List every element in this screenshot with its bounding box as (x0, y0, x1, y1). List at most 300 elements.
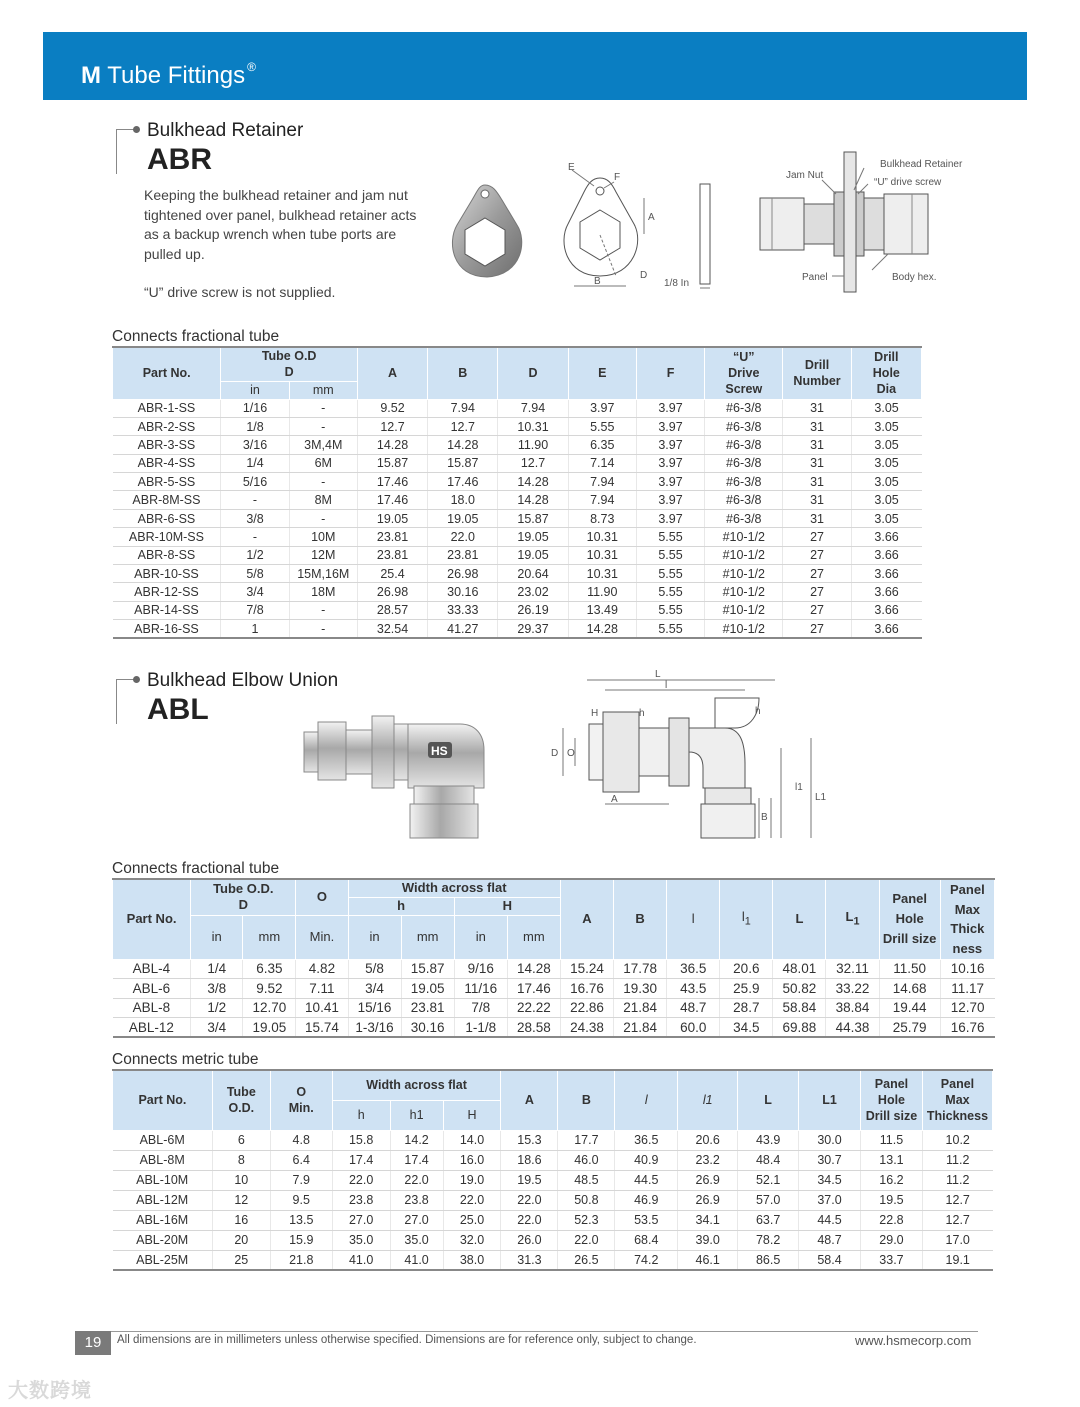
table-row (113, 1250, 993, 1270)
table-cell: 15.3 (501, 1130, 558, 1150)
table-cell: 22.0 (428, 528, 498, 546)
table-cell: 11/16 (454, 979, 507, 999)
table-cell: 10.2 (922, 1130, 992, 1150)
retainer-dimension-drawing (560, 158, 730, 293)
table-cell: 14.68 (879, 979, 940, 999)
table-cell: 22.8 (861, 1210, 923, 1230)
table-cell: 28.57 (357, 601, 427, 619)
table-cell: 9/16 (454, 959, 507, 979)
table-cell: 5.55 (636, 565, 704, 583)
abl-fractional-table (112, 878, 995, 1038)
part-number-cell: ABL-25M (113, 1250, 213, 1270)
table-cell: 22.0 (558, 1230, 615, 1250)
table-cell: 11.2 (922, 1150, 992, 1170)
table-cell: 5.55 (568, 417, 636, 435)
table-cell: 6.35 (243, 959, 296, 979)
table-cell: 5/8 (221, 565, 289, 583)
table-cell: 10.31 (568, 528, 636, 546)
table-cell: 23.8 (332, 1190, 390, 1210)
part-number-cell: ABR-8M-SS (113, 491, 221, 509)
col-panel-max-thickness: Panel Max Thick ness (940, 879, 994, 959)
table-row (113, 436, 922, 454)
table-cell: 7/8 (454, 998, 507, 1018)
table-cell: 25.0 (443, 1210, 501, 1230)
table-cell: 68.4 (615, 1230, 678, 1250)
label-body-hex: Body hex. (892, 272, 937, 283)
table-cell: 22.0 (443, 1190, 501, 1210)
col-panel-hole-drill-size: Panel Hole Drill size (861, 1070, 923, 1130)
table-cell: 31 (783, 436, 851, 454)
table-cell: 4.82 (296, 959, 348, 979)
table-cell: 7.14 (568, 454, 636, 472)
table-cell: 58.4 (799, 1250, 861, 1270)
col-L1: $L_1$ (826, 879, 879, 959)
table-cell: 19.05 (498, 528, 568, 546)
col-drill-hole-dia: Drill Hole Dia (851, 347, 921, 399)
table-cell: 31.3 (501, 1250, 558, 1270)
table-cell: 15.9 (270, 1230, 332, 1250)
assembly-drawing (752, 150, 977, 295)
table-row (113, 998, 995, 1018)
table-cell: 7/8 (221, 601, 289, 619)
table-cell: 23.81 (401, 998, 454, 1018)
part-number-cell: ABR-16-SS (113, 620, 221, 638)
table-cell: 12M (289, 546, 357, 564)
col-L: L (738, 1070, 799, 1130)
table-row (113, 1210, 993, 1230)
table-cell: 32.0 (443, 1230, 501, 1250)
part-number-cell: ABR-1-SS (113, 399, 221, 417)
table-row (113, 1150, 993, 1170)
table-row (113, 1130, 993, 1150)
section-bracket (116, 679, 134, 680)
table-cell: 14.28 (498, 473, 568, 491)
table-cell: 23.81 (428, 546, 498, 564)
table-cell: 39.0 (678, 1230, 738, 1250)
table-cell: 7.11 (296, 979, 348, 999)
table-cell: 6 (212, 1130, 270, 1150)
table-cell: 3.05 (851, 417, 921, 435)
table-cell: - (289, 473, 357, 491)
col-tube-od: Tube O.D D (221, 347, 358, 381)
table-cell: 52.1 (738, 1170, 799, 1190)
table-cell: 48.7 (799, 1230, 861, 1250)
table-cell: #10-1/2 (705, 565, 783, 583)
table-cell: 5.55 (636, 601, 704, 619)
title-text: Tube Fittings (107, 62, 246, 89)
table-cell: 27.0 (390, 1210, 443, 1230)
col-b: B (614, 879, 667, 959)
part-number-cell: ABL-10M (113, 1170, 213, 1190)
table-cell: 17.46 (507, 979, 560, 999)
col-in: in (221, 381, 289, 399)
col-b: B (558, 1070, 615, 1130)
table-cell: 26.9 (678, 1190, 738, 1210)
table-cell: #10-1/2 (705, 583, 783, 601)
col-h: h (348, 897, 454, 915)
table-cell: 17.78 (614, 959, 667, 979)
table-cell: 15/16 (348, 998, 401, 1018)
table-cell: 60.0 (667, 1018, 720, 1038)
table-cell: 9.52 (243, 979, 296, 999)
table-cell: - (221, 528, 289, 546)
table-cell: 22.0 (390, 1170, 443, 1190)
table-cell: 36.5 (667, 959, 720, 979)
label-d: D (640, 270, 648, 281)
table-cell: 22.86 (560, 998, 613, 1018)
brand-badge: HS (431, 744, 448, 758)
table-cell: 27 (783, 565, 851, 583)
table-cell: 50.82 (773, 979, 826, 999)
table-cell: 3.97 (568, 399, 636, 417)
table-cell: 34.1 (678, 1210, 738, 1230)
col-h1: h1 (390, 1100, 443, 1130)
col-panel-hole-drill-size: Panel Hole Drill size (879, 879, 940, 959)
col-drive-screw: “U” Drive Screw (705, 347, 783, 399)
table-cell: 63.7 (738, 1210, 799, 1230)
table-cell: 26.98 (357, 583, 427, 601)
abl-metric-caption: Connects metric tube (112, 1051, 259, 1068)
table-cell: 43.5 (667, 979, 720, 999)
table-cell: 6.4 (270, 1150, 332, 1170)
table-row (113, 454, 922, 472)
col-mm: mm (289, 381, 357, 399)
table-cell: #6-3/8 (705, 491, 783, 509)
part-number-cell: ABR-10M-SS (113, 528, 221, 546)
table-row (113, 959, 995, 979)
table-cell: 8 (212, 1150, 270, 1170)
part-number-cell: ABL-8M (113, 1150, 213, 1170)
table-cell: 27 (783, 546, 851, 564)
table-cell: 16.2 (861, 1170, 923, 1190)
elbow-union-dimension-drawing (545, 668, 835, 850)
table-cell: 31 (783, 417, 851, 435)
table-cell: 12 (212, 1190, 270, 1210)
part-number-cell: ABR-8-SS (113, 546, 221, 564)
table-cell: 22.22 (507, 998, 560, 1018)
table-cell: 8.73 (568, 509, 636, 527)
table-cell: 13.1 (861, 1150, 923, 1170)
label-jam-nut: Jam Nut (786, 170, 824, 181)
table-cell: 22.0 (332, 1170, 390, 1190)
table-cell: 14.2 (390, 1130, 443, 1150)
table-cell: 57.0 (738, 1190, 799, 1210)
footer-note: All dimensions are in millimeters unless otherwise specified. Dimensions are for reference only, subject to change. (117, 1334, 697, 1346)
col-e: E (568, 347, 636, 399)
table-cell: 3.97 (636, 473, 704, 491)
table-cell: 20.6 (720, 959, 773, 979)
label-L1: L1 (815, 792, 827, 803)
col-h-mm: mm (401, 915, 454, 959)
table-cell: 41.0 (332, 1250, 390, 1270)
label-bulkhead-retainer: Bulkhead Retainer (880, 159, 963, 170)
table-cell: 35.0 (390, 1230, 443, 1250)
col-l: l (615, 1070, 678, 1130)
table-cell: 31 (783, 491, 851, 509)
table-cell: #10-1/2 (705, 528, 783, 546)
table-cell: 26.0 (501, 1230, 558, 1250)
table-cell: 44.38 (826, 1018, 879, 1038)
table-cell: 10.31 (498, 417, 568, 435)
table-cell: 27 (783, 583, 851, 601)
label-H: H (591, 708, 599, 719)
footer-url[interactable]: www.hsmecorp.com (855, 1333, 972, 1348)
col-H: H (443, 1100, 501, 1130)
table-cell: 17.0 (922, 1230, 992, 1250)
table-cell: 36.5 (615, 1130, 678, 1150)
table-cell: 1-3/16 (348, 1018, 401, 1038)
abl-caption: Connects fractional tube (112, 860, 280, 877)
table-cell: 69.88 (773, 1018, 826, 1038)
table-row (113, 565, 922, 583)
table-cell: 19.5 (861, 1190, 923, 1210)
table-cell: 33.33 (428, 601, 498, 619)
brand-letter: M (81, 62, 101, 89)
table-cell: 19.05 (498, 546, 568, 564)
label-A: A (611, 794, 618, 805)
table-cell: 15.74 (296, 1018, 348, 1038)
part-number-cell: ABL-20M (113, 1230, 213, 1250)
label-h-elbow: h (755, 706, 761, 717)
table-cell: 7.94 (568, 473, 636, 491)
table-cell: 14.28 (568, 620, 636, 638)
table-cell: 19.44 (879, 998, 940, 1018)
table-cell: 23.02 (498, 583, 568, 601)
table-cell: 46.9 (615, 1190, 678, 1210)
table-cell: #10-1/2 (705, 546, 783, 564)
table-cell: 14.28 (357, 436, 427, 454)
table-cell: 11.90 (568, 583, 636, 601)
table-cell: 26.19 (498, 601, 568, 619)
label-drive-screw: “U” drive screw (874, 177, 942, 188)
table-cell: 3/4 (191, 1018, 243, 1038)
table-cell: #6-3/8 (705, 454, 783, 472)
col-width-across-flat: Width across flat (348, 879, 560, 897)
table-cell: 27 (783, 620, 851, 638)
label-h: h (639, 708, 645, 719)
col-tube-od: Tube O.D. D (191, 879, 296, 915)
table-cell: 1 (221, 620, 289, 638)
part-number-cell: ABL-6 (113, 979, 191, 999)
table-cell: 27 (783, 601, 851, 619)
table-cell: 3.66 (851, 601, 921, 619)
table-cell: 18M (289, 583, 357, 601)
page-title (81, 60, 256, 90)
table-cell: 3/16 (221, 436, 289, 454)
col-l: l (667, 879, 720, 959)
table-row (113, 620, 922, 638)
col-width-across-flat: Width across flat (332, 1070, 501, 1100)
label-D: D (551, 748, 559, 759)
table-cell: 3.05 (851, 473, 921, 491)
table-cell: 12.7 (498, 454, 568, 472)
col-o-min: Min. (296, 915, 348, 959)
table-cell: 3/8 (221, 509, 289, 527)
table-cell: - (289, 417, 357, 435)
table-cell: 34.5 (799, 1170, 861, 1190)
table-cell: 3M,4M (289, 436, 357, 454)
table-cell: - (221, 491, 289, 509)
table-cell: - (289, 509, 357, 527)
table-cell: 15.87 (428, 454, 498, 472)
table-cell: 27.0 (332, 1210, 390, 1230)
table-cell: 9.5 (270, 1190, 332, 1210)
part-number-cell: ABL-12 (113, 1018, 191, 1038)
table-cell: 31 (783, 473, 851, 491)
table-cell: 1-1/8 (454, 1018, 507, 1038)
table-cell: 40.9 (615, 1150, 678, 1170)
table-cell: 3.97 (636, 417, 704, 435)
table-row (113, 528, 922, 546)
table-cell: 4.8 (270, 1130, 332, 1150)
col-drill-number: Drill Number (783, 347, 851, 399)
table-cell: 44.5 (799, 1210, 861, 1230)
table-cell: 15.24 (560, 959, 613, 979)
section-bracket (116, 129, 134, 130)
table-cell: #10-1/2 (705, 601, 783, 619)
table-cell: 46.1 (678, 1250, 738, 1270)
label-B: B (761, 812, 768, 823)
table-cell: 12.70 (940, 998, 994, 1018)
table-cell: 6.35 (568, 436, 636, 454)
table-cell: 53.5 (615, 1210, 678, 1230)
watermark: 大数跨境 (8, 1380, 92, 1402)
table-cell: 18.6 (501, 1150, 558, 1170)
table-cell: 5.55 (636, 528, 704, 546)
table-cell: 1/16 (221, 399, 289, 417)
table-row (113, 417, 922, 435)
part-number-cell: ABR-12-SS (113, 583, 221, 601)
table-cell: 11.5 (861, 1130, 923, 1150)
table-cell: 28.7 (720, 998, 773, 1018)
table-row (113, 473, 922, 491)
table-cell: 3.97 (636, 399, 704, 417)
table-cell: 23.81 (357, 528, 427, 546)
table-row (113, 491, 922, 509)
table-cell: 17.7 (558, 1130, 615, 1150)
table-cell: 22.0 (501, 1190, 558, 1210)
table-cell: 6M (289, 454, 357, 472)
table-cell: 3.66 (851, 583, 921, 601)
table-cell: 48.4 (738, 1150, 799, 1170)
table-cell: 12.7 (428, 417, 498, 435)
table-cell: 5.55 (636, 546, 704, 564)
table-cell: #6-3/8 (705, 473, 783, 491)
table-cell: 27 (783, 528, 851, 546)
table-cell: 13.5 (270, 1210, 332, 1230)
table-cell: 41.27 (428, 620, 498, 638)
col-L1: L1 (799, 1070, 861, 1130)
col-tube-od: Tube O.D. (212, 1070, 270, 1130)
table-cell: 31 (783, 454, 851, 472)
col-part-no: Part No. (113, 879, 191, 959)
table-cell: 30.16 (401, 1018, 454, 1038)
col-l1: l1 (678, 1070, 738, 1130)
table-cell: 74.2 (615, 1250, 678, 1270)
table-cell: 8M (289, 491, 357, 509)
table-cell: 23.8 (390, 1190, 443, 1210)
col-b: B (428, 347, 498, 399)
table-cell: 10 (212, 1170, 270, 1190)
table-row (113, 601, 922, 619)
table-cell: 3.05 (851, 436, 921, 454)
col-H-in: in (454, 915, 507, 959)
table-row (113, 399, 922, 417)
label-L: L (655, 669, 661, 680)
abl-code: ABL (147, 693, 209, 726)
table-cell: 13.49 (568, 601, 636, 619)
col-h: h (332, 1100, 390, 1130)
abl-metric-table (112, 1069, 993, 1271)
col-o: O (296, 879, 348, 915)
table-cell: 17.4 (332, 1150, 390, 1170)
table-row (113, 1230, 993, 1250)
table-cell: 7.94 (568, 491, 636, 509)
table-cell: - (289, 620, 357, 638)
table-cell: 41.0 (390, 1250, 443, 1270)
table-cell: 3.97 (636, 454, 704, 472)
table-cell: 23.2 (678, 1150, 738, 1170)
table-row (113, 509, 922, 527)
table-cell: - (289, 399, 357, 417)
table-cell: 1/8 (221, 417, 289, 435)
table-cell: 3.05 (851, 491, 921, 509)
table-cell: 22.0 (501, 1210, 558, 1230)
table-cell: 14.0 (443, 1130, 501, 1150)
table-cell: 17.46 (357, 491, 427, 509)
table-cell: 10.41 (296, 998, 348, 1018)
table-cell: 18.0 (428, 491, 498, 509)
table-cell: 16 (212, 1210, 270, 1230)
table-cell: 86.5 (738, 1250, 799, 1270)
col-a: A (357, 347, 427, 399)
elbow-union-photo (300, 708, 500, 843)
label-O: O (567, 748, 575, 759)
table-cell: 19.30 (614, 979, 667, 999)
table-cell: 3.05 (851, 399, 921, 417)
table-cell: 10.16 (940, 959, 994, 979)
table-cell: 48.7 (667, 998, 720, 1018)
page-number: 19 (75, 1331, 111, 1355)
label-thickness: 1/8 In (664, 278, 690, 289)
table-cell: 21.84 (614, 998, 667, 1018)
col-mm: mm (243, 915, 296, 959)
table-cell: 3.66 (851, 565, 921, 583)
table-cell: 3.97 (636, 436, 704, 454)
part-number-cell: ABL-12M (113, 1190, 213, 1210)
table-cell: 10.31 (568, 546, 636, 564)
abr-code: ABR (147, 143, 212, 176)
col-d: D (498, 347, 568, 399)
table-row (113, 546, 922, 564)
table-cell: 5.55 (636, 583, 704, 601)
table-cell: 3/8 (191, 979, 243, 999)
table-cell: 14.28 (498, 491, 568, 509)
table-cell: 12.7 (922, 1210, 992, 1230)
col-l1: $l_1$ (720, 879, 773, 959)
table-cell: 3.66 (851, 546, 921, 564)
table-cell: 29.37 (498, 620, 568, 638)
table-cell: #6-3/8 (705, 417, 783, 435)
table-cell: 25 (212, 1250, 270, 1270)
table-cell: 16.0 (443, 1150, 501, 1170)
table-cell: 30.16 (428, 583, 498, 601)
table-cell: #6-3/8 (705, 509, 783, 527)
label-e: E (568, 162, 575, 173)
table-cell: 31 (783, 399, 851, 417)
table-cell: 12.7 (357, 417, 427, 435)
header-banner (43, 32, 1027, 100)
